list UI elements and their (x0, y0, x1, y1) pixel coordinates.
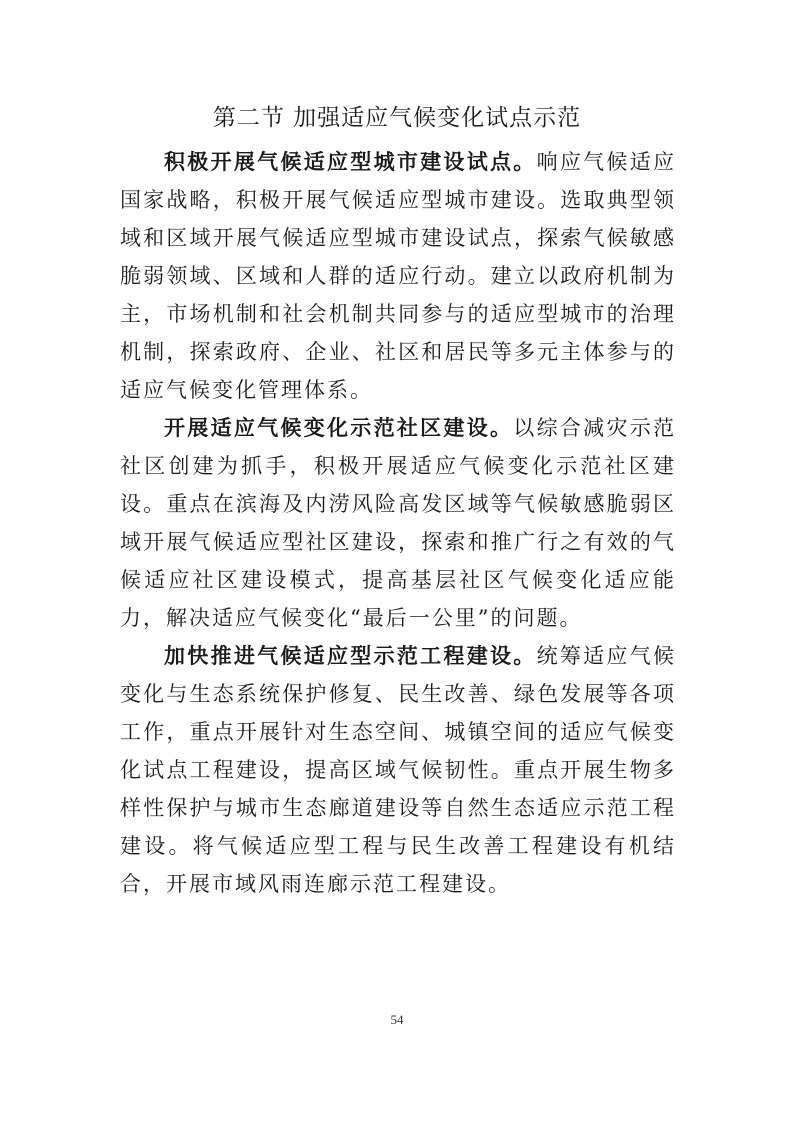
paragraph-lead: 开展适应气候变化示范社区建设。 (164, 416, 514, 440)
paragraph-engineering-demo (120, 637, 676, 903)
paragraph-community-demo (120, 409, 676, 637)
paragraph-text: 以综合减灾示范社区创建为抓手，积极开展适应气候变化示范社区建设。重点在滨海及内涝风险高发区域等气候敏感脆弱区域开展气候适应型社区建设，探索和推广行之有效的气候适应社区建设模式，提高基层社区气候变化适应能力，解决适应气候变化“最后一公里”的问题。 (120, 416, 677, 630)
paragraph-text: 响应气候适应国家战略，积极开展气候适应型城市建设。选取典型领域和区域开展气候适应型城市建设试点，探索气候敏感脆弱领域、区域和人群的适应行动。建立以政府机制为主，市场机制和社会机制共同参与的适应型城市的治理机制，探索政府、企业、社区和居民等多元主体参与的适应气候变化管理体系。 (120, 150, 677, 402)
page-number: 54 (390, 1012, 404, 1027)
paragraph-lead: 加快推进气候适应型示范工程建设。 (164, 644, 537, 668)
section-title: 第二节 加强适应气候变化试点示范 (212, 105, 582, 131)
paragraph-city-pilot (120, 143, 676, 409)
paragraph-text: 统筹适应气候变化与生态系统保护修复、民生改善、绿色发展等各项工作，重点开展针对生态空间、城镇空间的适应气候变化试点工程建设，提高区域气候韧性。重点开展生物多样性保护与城市生态廊道建设等自然生态适应示范工程建设。将气候适应型工程与民生改善工程建设有机结合，开展市域风雨连廊示范工程建设。 (120, 644, 677, 896)
paragraph-lead: 积极开展气候适应型城市建设试点。 (164, 150, 537, 174)
body-content (120, 143, 676, 903)
